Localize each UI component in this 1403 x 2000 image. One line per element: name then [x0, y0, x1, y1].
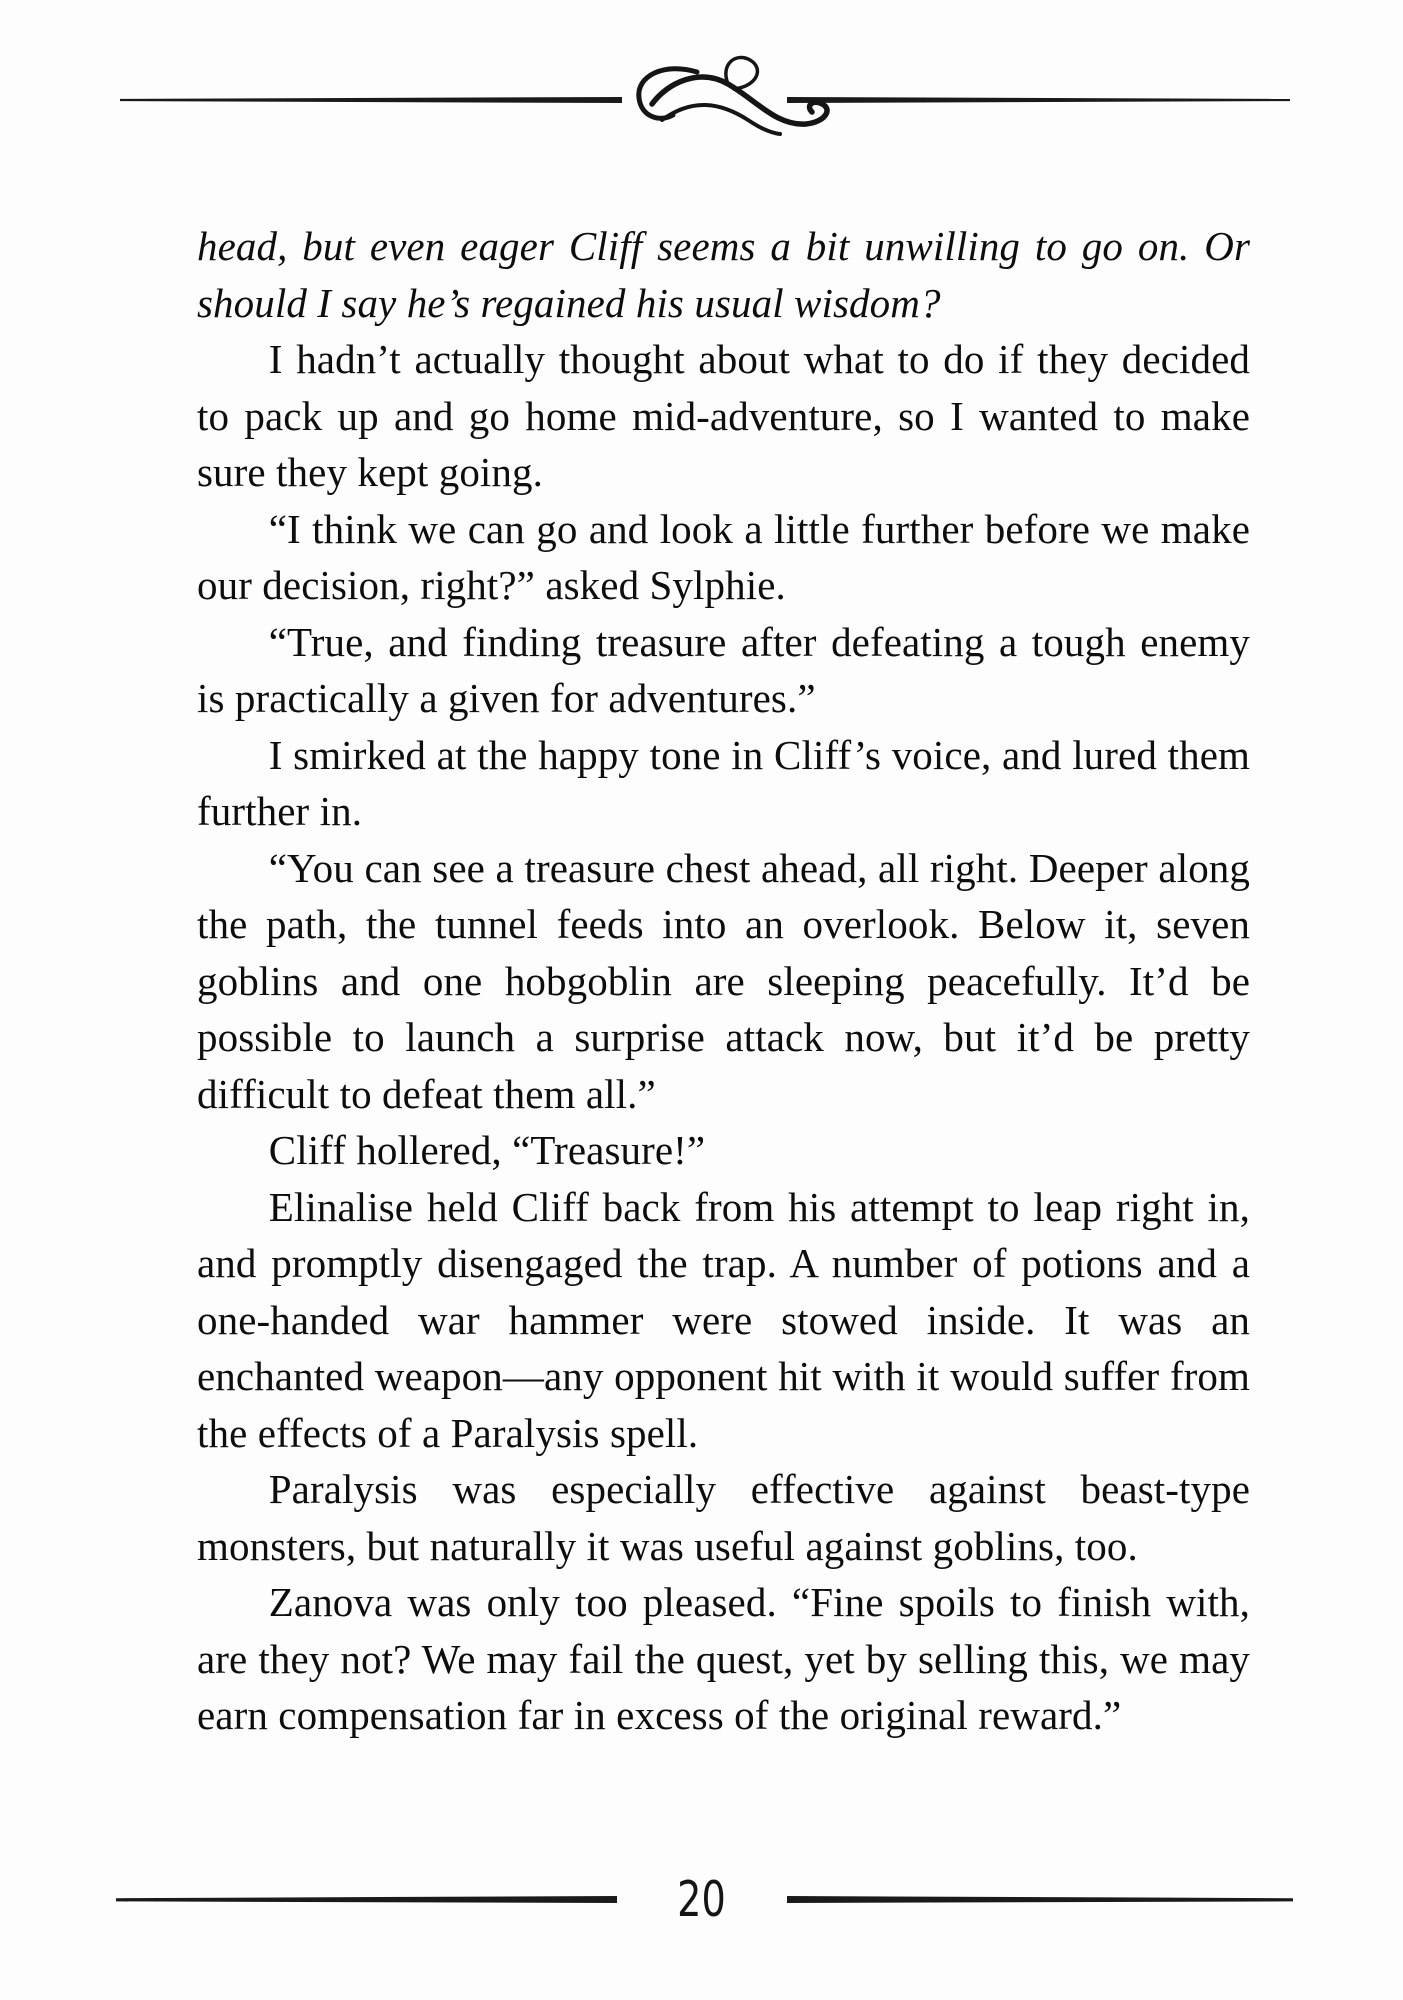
paragraph: I smirked at the happy tone in Cliff’s voice, and lured them further in.	[197, 731, 1250, 834]
top-divider-ornament	[0, 40, 1403, 170]
paragraph: I hadn’t actually thought about what to do if they decided to pack up and go home mid-adventure, so I wanted to make sure they kept going.	[197, 336, 1250, 495]
page-number: 20	[677, 1871, 726, 1928]
paragraph: “I think we can go and look a little further before we make our decision, right?” asked Sylphie.	[197, 505, 1250, 608]
paragraph: “True, and finding treasure after defeating a tough enemy is practically a given for adventures.”	[197, 618, 1250, 721]
paragraph: Zanova was only too pleased. “Fine spoils to finish with, are they not? We may fail the quest, yet by selling this, we may earn compensation far in excess of the original reward.”	[197, 1579, 1250, 1738]
paragraph: Elinalise held Cliff back from his attempt to leap right in, and promptly disengaged the trap. A number of potions and a one-handed war hammer were stowed inside. It was an enchanted weapon—any opponent hit with it would suffer from the effects of a Paralysis spell.	[197, 1183, 1250, 1456]
flourish-icon	[639, 57, 827, 134]
paragraph: head, but even eager Cliff seems a bit unwilling to go on. Or should I say he’s regained his usual wisdom?	[197, 223, 1250, 326]
body-text	[197, 218, 1250, 1744]
top-rule-right	[787, 97, 1290, 103]
paragraph: “You can see a treasure chest ahead, all right. Deeper along the path, the tunnel feeds into an overlook. Below it, seven goblins and one hobgoblin are sleeping peacefully. It’d be possible to launch a surprise attack now, but it’d be pretty difficult to defeat them all.”	[197, 844, 1250, 1117]
paragraph: Cliff hollered, “Treasure!”	[268, 1127, 706, 1173]
paragraph: Paralysis was especially effective against beast-type monsters, but naturally it was useful against goblins, too.	[197, 1466, 1250, 1569]
top-rule-left	[120, 97, 622, 103]
